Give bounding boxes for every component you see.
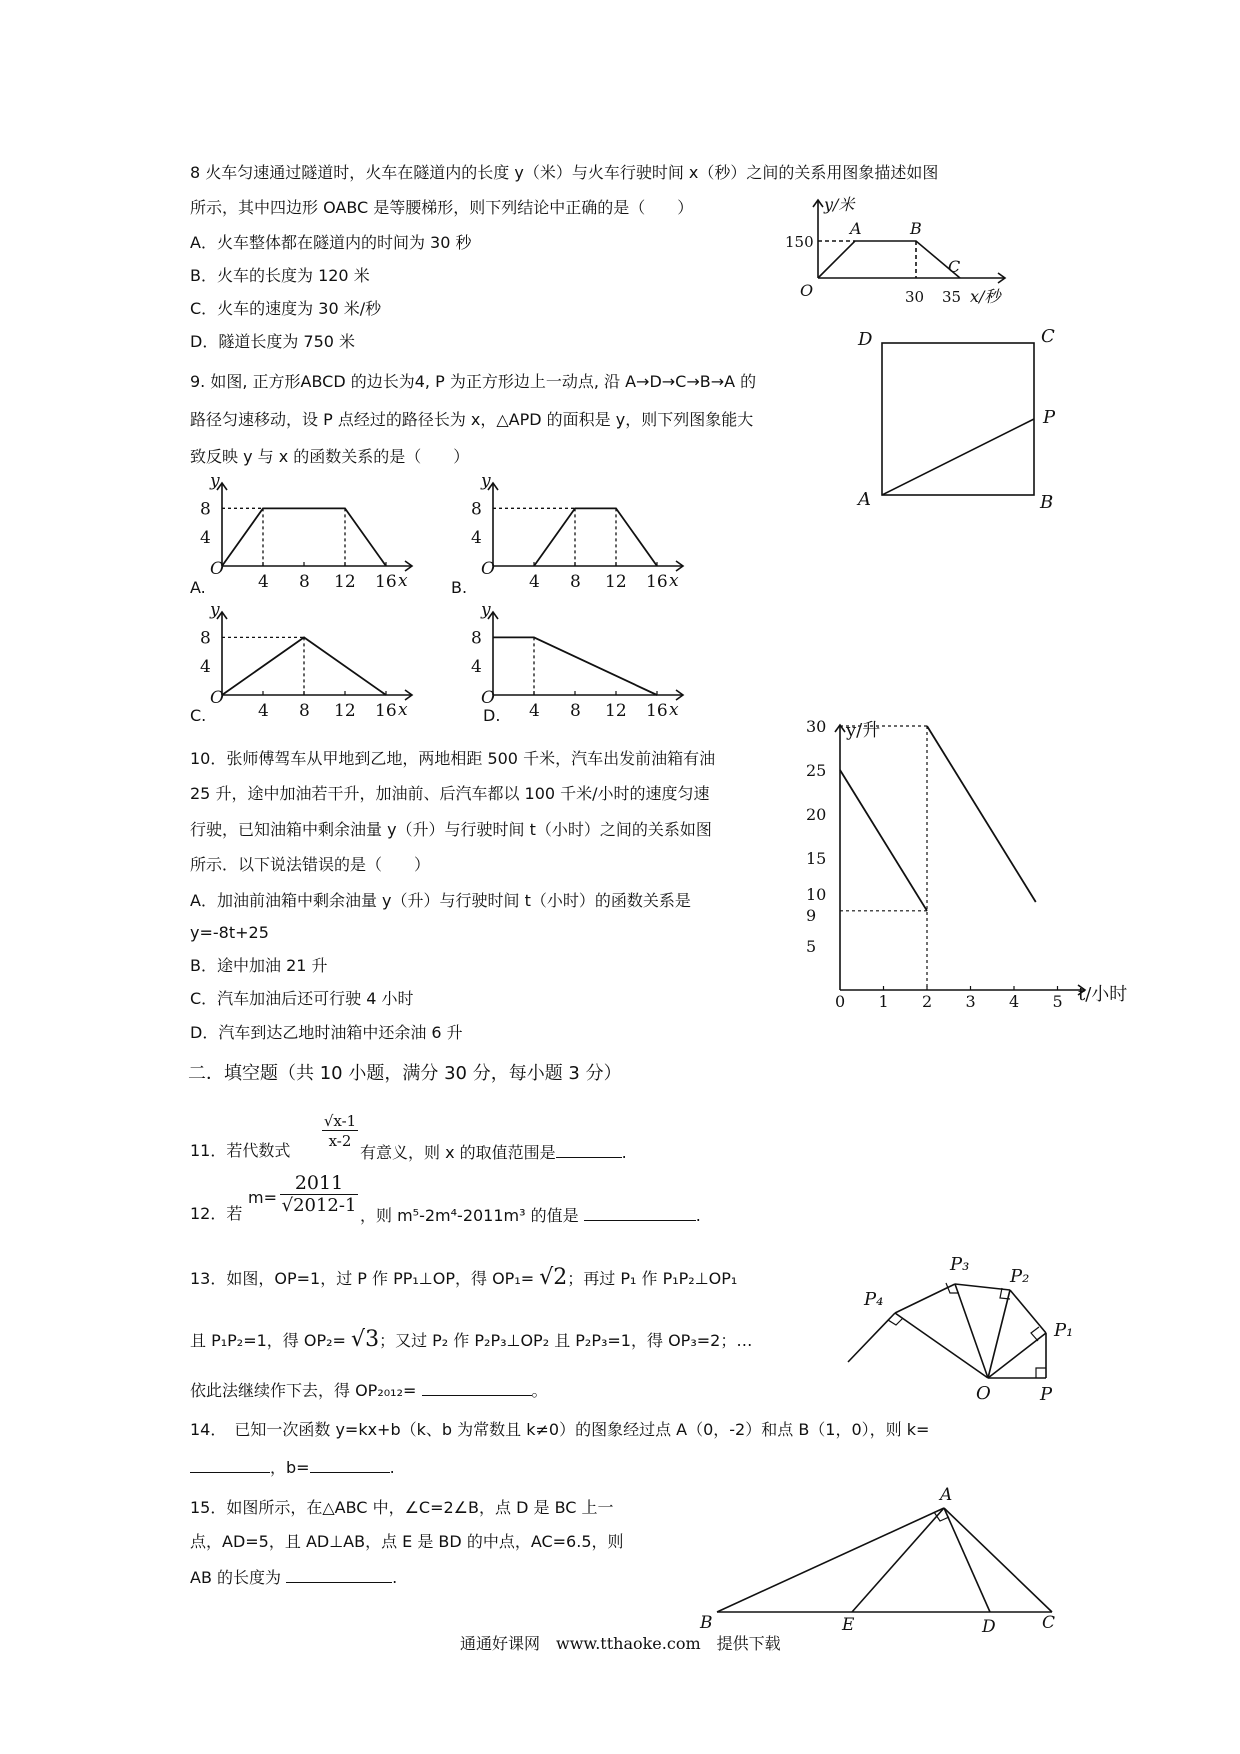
q9-graph-b-y8: 8 xyxy=(471,499,482,520)
q9-graph-d-xlabel: x xyxy=(669,700,679,720)
q10-line2: 25 升，途中加油若干升，加油前、后汽车都以 100 千米/小时的速度匀速 xyxy=(190,784,710,803)
q12-end: . xyxy=(695,1206,701,1225)
q9-line2: 路径匀速移动，设 P 点经过的路径长为 x，△APD 的面积是 y，则下列图象能大 xyxy=(190,410,754,429)
q13-label-P: P xyxy=(1040,1384,1053,1405)
q14-line2 xyxy=(190,1456,395,1478)
q9-graph-d-x8: 8 xyxy=(570,701,581,721)
q10-ylabel: y/升 xyxy=(846,720,881,741)
q9-graph-b-y4: 4 xyxy=(471,528,482,549)
q10-option-c: C．汽车加油后还可行驶 4 小时 xyxy=(190,989,414,1008)
q9-label-A: A xyxy=(858,489,871,510)
q12-suffix: ，则 m⁵-2m⁴-2011m³ 的值是 xyxy=(360,1206,579,1225)
q8-option-c: C．火车的速度为 30 米/秒 xyxy=(190,299,382,318)
q8-option-d: D．隧道长度为 750 米 xyxy=(190,332,356,351)
q15-label-C: C xyxy=(1042,1613,1056,1633)
q13-label-P1: P₁ xyxy=(1054,1320,1074,1341)
q10-ytick-5: 5 xyxy=(806,937,817,956)
q9-graph-c-x8: 8 xyxy=(299,701,310,721)
q8-x35: 35 xyxy=(942,288,962,306)
q11-prefix: 11．若代数式 xyxy=(190,1141,291,1160)
q15-end: . xyxy=(392,1568,398,1587)
q9-graph-a-x12: 12 xyxy=(334,572,356,592)
q13-sqrt2: √2 xyxy=(539,1265,568,1290)
q12-prefix: 12．若 xyxy=(190,1204,243,1223)
q14-k-blank[interactable] xyxy=(190,1456,270,1473)
q9-line1: 9. 如图, 正方形ABCD 的边长为4, P 为正方形边上一动点, 沿 A→D→C→B→A 的 xyxy=(190,372,757,391)
q8-line1: 8 火车匀速通过隧道时，火车在隧道内的长度 y（米）与火车行驶时间 x（秒）之间的关系用图象描述如图 xyxy=(190,163,939,182)
q9-graph-a xyxy=(200,471,412,592)
q13-answer-blank[interactable] xyxy=(422,1379,532,1396)
q8-label-C: C xyxy=(948,257,961,276)
q10-line3: 行驶，已知油箱中剩余油量 y（升）与行驶时间 t（小时）之间的关系如图 xyxy=(190,820,712,839)
q9-graph-d xyxy=(471,600,683,721)
q9-graph-c xyxy=(200,600,412,721)
q9-label-C: C xyxy=(1041,326,1055,347)
q15-line3 xyxy=(190,1566,397,1588)
q13-line3a: 依此法继续作下去，得 OP₂₀₁₂= xyxy=(190,1381,417,1400)
q9-graph-d-curve xyxy=(493,637,657,695)
q13-line2b: ；又过 P₂ 作 P₂P₃⊥OP₂ 且 P₂P₃=1，得 OP₃=2；… xyxy=(379,1331,753,1350)
q9-label-B: B xyxy=(1040,492,1054,513)
q8-label-B: B xyxy=(910,219,922,238)
q10-ytick-10: 10 xyxy=(806,885,827,904)
q13-label-O: O xyxy=(976,1383,991,1404)
q9-graph-b-curve xyxy=(534,508,657,566)
q10-ytick-9: 9 xyxy=(806,905,817,925)
q15-line1: 15．如图所示，在△ABC 中，∠C=2∠B，点 D 是 BC 上一 xyxy=(190,1498,614,1517)
q10-xtick-3: 3 xyxy=(965,992,976,1011)
footer-source: 通通好课网 www.tthaoke.com 提供下载 xyxy=(460,1634,781,1653)
q12-m-equals: m= xyxy=(248,1188,277,1207)
q8-y150: 150 xyxy=(785,233,814,251)
q13-line2a: 且 P₁P₂=1，得 OP₂= xyxy=(190,1331,346,1350)
q8-ylabel: y/米 xyxy=(824,195,855,214)
q15-label-B: B xyxy=(700,1613,713,1633)
q10-line-after-refuel xyxy=(927,726,1036,902)
q9-graph-b-xlabel: x xyxy=(669,571,679,591)
q9-graph-a-curve xyxy=(222,508,386,566)
q10-ytick-30: 30 xyxy=(806,717,827,736)
q9-label-P: P xyxy=(1043,407,1056,428)
q15-label-E: E xyxy=(842,1615,855,1635)
q11-suffix-line xyxy=(360,1141,627,1163)
q15-label-D: D xyxy=(982,1617,996,1637)
q14-b-blank[interactable] xyxy=(310,1456,390,1473)
q9-graph-b-x16: 16 xyxy=(646,572,668,592)
q9-graph-c-xlabel: x xyxy=(398,700,408,720)
q9-graph-a-y8: 8 xyxy=(200,499,211,520)
q9-graph-c-y4: 4 xyxy=(200,657,211,678)
q11-suffix: 有意义，则 x 的取值范围是 xyxy=(360,1143,556,1162)
q13-line3 xyxy=(190,1379,548,1401)
q12-numerator: 2011 xyxy=(294,1172,344,1194)
q13-line2 xyxy=(190,1327,753,1352)
q11-end: . xyxy=(621,1143,627,1162)
q15-label-A: A xyxy=(940,1485,953,1505)
q12-answer-blank[interactable] xyxy=(584,1204,696,1221)
q10-xtick-2: 2 xyxy=(922,992,933,1011)
q9-option-b-label: B. xyxy=(451,578,468,597)
q15-answer-blank[interactable] xyxy=(286,1566,392,1583)
q9-graph-c-x16: 16 xyxy=(375,701,397,721)
q9-graph-d-x16: 16 xyxy=(646,701,668,721)
q13-label-P2: P₂ xyxy=(1010,1266,1030,1287)
q8-label-A: A xyxy=(850,219,862,238)
q10-xtick-0: 0 xyxy=(835,992,846,1011)
q14-line1: 14． 已知一次函数 y=kx+b（k、b 为常数且 k≠0）的图象经过点 A（0，-2）和点 B（1，0），则 k= xyxy=(190,1420,930,1439)
q9-graph-a-y4: 4 xyxy=(200,528,211,549)
q9-option-d-label: D. xyxy=(483,706,501,725)
q8-option-b: B．火车的长度为 120 米 xyxy=(190,266,370,285)
q13-label-P3: P₃ xyxy=(950,1254,970,1275)
section2-title: 二．填空题（共 10 小题，满分 30 分，每小题 3 分） xyxy=(188,1063,622,1084)
q9-graph-d-y4: 4 xyxy=(471,657,482,678)
q10-xtick-5: 5 xyxy=(1052,992,1063,1011)
q9-graph-b-x12: 12 xyxy=(605,572,627,592)
q9-option-c-label: C. xyxy=(190,706,207,725)
q8-xlabel: x/秒 xyxy=(970,287,1001,306)
q9-graph-a-x16: 16 xyxy=(375,572,397,592)
q9-graph-c-y8: 8 xyxy=(200,628,211,649)
q11-fraction xyxy=(322,1112,358,1151)
q9-graph-a-ylabel: y xyxy=(210,471,220,491)
q10-ytick-25: 25 xyxy=(806,761,827,780)
q11-numerator: √x-1 xyxy=(323,1112,357,1130)
q10-option-d: D．汽车到达乙地时油箱中还余油 6 升 xyxy=(190,1023,463,1042)
q8-option-a: A．火车整体都在隧道内的时间为 30 秒 xyxy=(190,233,472,252)
q11-denominator: x-2 xyxy=(322,1130,358,1151)
q10-xlabel: t/小时 xyxy=(1078,984,1128,1005)
q9-graph-b-x4: 4 xyxy=(529,572,540,592)
q9-graph-d-x12: 12 xyxy=(605,701,627,721)
q9-graph-b-ylabel: y xyxy=(481,471,491,491)
q12-fraction xyxy=(280,1172,358,1217)
q10-line-before-refuel xyxy=(840,770,927,911)
q14-end: . xyxy=(389,1458,395,1477)
q9-graph-b xyxy=(471,471,683,592)
q9-graph-d-ylabel: y xyxy=(481,600,491,620)
q13-line3b: 。 xyxy=(531,1381,548,1400)
q10-option-a-line1: A．加油前油箱中剩余油量 y（升）与行驶时间 t（小时）的函数关系是 xyxy=(190,891,691,910)
q12-denominator: √2012-1 xyxy=(281,1195,357,1216)
q13-label-P4: P₄ xyxy=(864,1289,884,1310)
q11-answer-blank[interactable] xyxy=(556,1141,622,1158)
q8-label-O: O xyxy=(800,281,814,300)
q10-option-b: B．途中加油 21 升 xyxy=(190,956,328,975)
q13-line1b: ；再过 P₁ 作 P₁P₂⊥OP₁ xyxy=(567,1269,738,1288)
q10-option-a-line2: y=-8t+25 xyxy=(190,923,269,942)
q13-line1 xyxy=(190,1265,738,1290)
q9-line3: 致反映 y 与 x 的函数关系的是（ ） xyxy=(190,447,470,466)
q15-line2: 点，AD=5，且 AD⊥AB，点 E 是 BD 的中点，AC=6.5，则 xyxy=(190,1532,624,1551)
q9-label-D: D xyxy=(858,329,873,350)
q14-b-label: ，b= xyxy=(270,1458,310,1477)
q15-line3-text: AB 的长度为 xyxy=(190,1568,282,1587)
q9-graph-b-x8: 8 xyxy=(570,572,581,592)
q9-graph-c-x12: 12 xyxy=(334,701,356,721)
q10-ytick-15: 15 xyxy=(806,849,827,868)
q10-line1: 10．张师傅驾车从甲地到乙地，两地相距 500 千米，汽车出发前油箱有油 xyxy=(190,749,716,768)
q10-line4: 所示．以下说法错误的是（ ） xyxy=(190,855,431,874)
q8-x30: 30 xyxy=(905,288,925,306)
q9-graph-a-x8: 8 xyxy=(299,572,310,592)
q10-xtick-1: 1 xyxy=(878,992,889,1011)
q8-line2: 所示，其中四边形 OABC 是等腰梯形，则下列结论中正确的是（ ） xyxy=(190,198,694,217)
q9-graph-d-x4: 4 xyxy=(529,701,540,721)
q12-suffix-line xyxy=(360,1204,701,1226)
q9-graph-b-origin: O xyxy=(481,559,495,579)
q9-graph-c-origin: O xyxy=(210,688,224,708)
q13-line1a: 13．如图，OP=1，过 P 作 PP₁⊥OP，得 OP₁= xyxy=(190,1269,535,1288)
q9-graph-c-x4: 4 xyxy=(258,701,269,721)
q10-xtick-4: 4 xyxy=(1009,992,1020,1011)
q9-graph-c-ylabel: y xyxy=(210,600,220,620)
q9-graph-a-origin: O xyxy=(210,559,224,579)
q13-sqrt3: √3 xyxy=(351,1327,380,1352)
q9-graph-d-y8: 8 xyxy=(471,628,482,649)
q9-graph-a-x4: 4 xyxy=(258,572,269,592)
q9-graph-a-xlabel: x xyxy=(398,571,408,591)
q10-ytick-20: 20 xyxy=(806,805,827,824)
q9-graph-d-origin: O xyxy=(481,688,495,708)
q9-option-a-label: A. xyxy=(190,578,206,597)
